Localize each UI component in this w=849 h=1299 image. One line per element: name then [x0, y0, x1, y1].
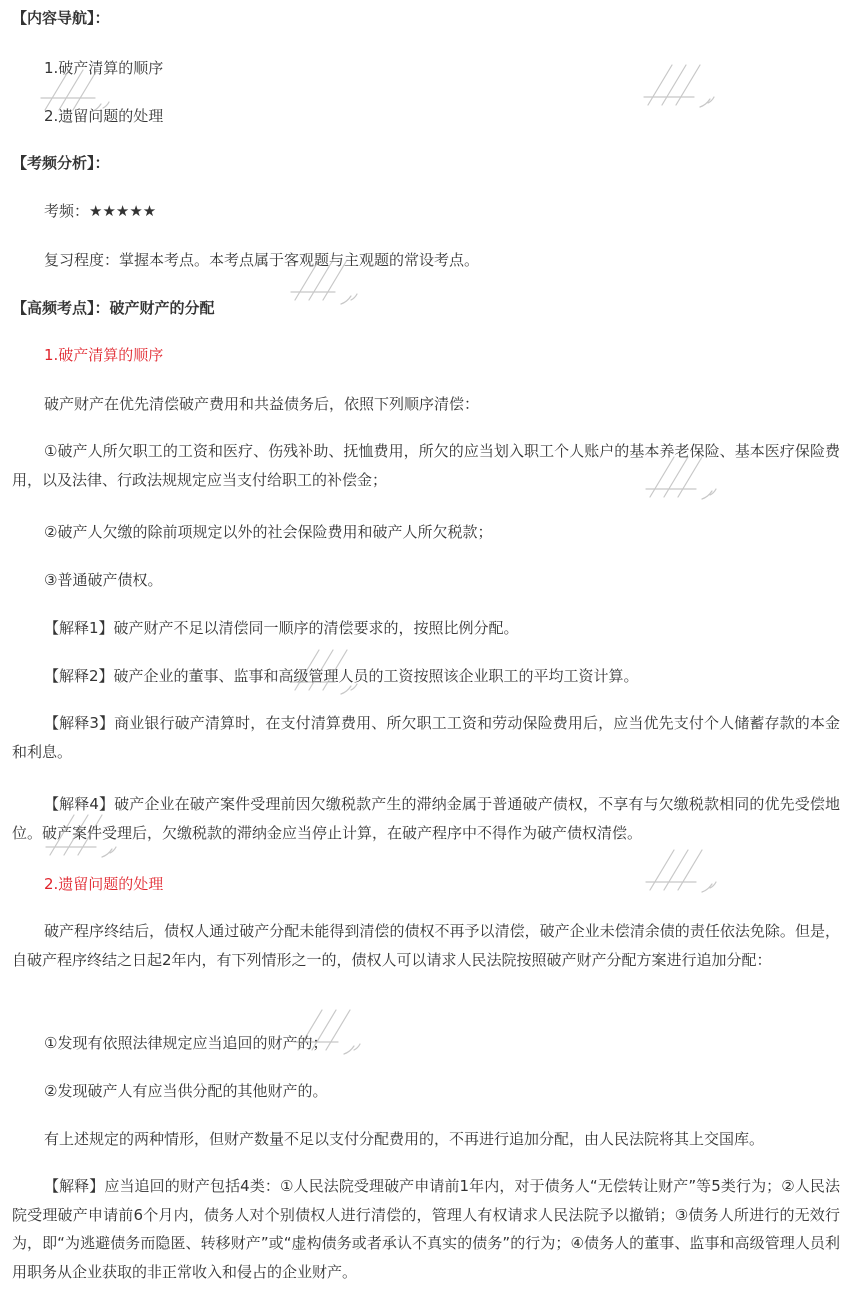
- watermark-logo-icon: [40, 805, 120, 865]
- section1-intro: 破产财产在优先清偿破产费用和共益债务后，依照下列顺序清偿：: [44, 395, 480, 413]
- section2-item-1: ①发现有依照法律规定应当追回的财产的；: [44, 1034, 328, 1052]
- section2-explain: 【解释】应当追回的财产包括4类：①人民法院受理破产申请前1年内，对于债务人“无偿转让财产”等5类行为；②人民法院受理破产申请前6个月内，债务人对个别债权人进行清偿的，管理人有权请求人民法院予以撤销；③债务人所进行的无效行为，即“为逃避债务而隐匿、转移财产”或“虚构债务或者承认不真实的债务”的行为；④债务人的董事、监事和高级管理人员利用职务从企业获取的非正常收入和侵占的企业财产。: [12, 1177, 840, 1281]
- watermark-logo-icon: [288, 1000, 368, 1060]
- note-1: 【解释1】破产财产不足以清偿同一顺序的清偿要求的，按照比例分配。: [44, 619, 519, 637]
- watermark-logo-icon: [638, 55, 718, 115]
- nav-heading: 【内容导航】：: [12, 9, 110, 27]
- nav-item-sequence: 1.破产清算的顺序: [44, 59, 164, 77]
- note-2: 【解释2】破产企业的董事、监事和高级管理人员的工资按照该企业职工的平均工资计算。: [44, 667, 639, 685]
- frequency-row: [44, 199, 156, 223]
- review-text: 复习程度：掌握本考点。本考点属于客观题与主观题的常设考点。: [44, 251, 480, 269]
- nav-item-remaining: 2.遗留问题的处理: [44, 107, 164, 125]
- watermark-logo-icon: [35, 60, 115, 120]
- note-3: 【解释3】商业银行破产清算时，在支付清算费用、所欠职工工资和劳动保险费用后，应当优先支付个人储蓄存款的本金和利息。: [12, 714, 840, 761]
- section1-item-3: ③普通破产债权。: [44, 571, 163, 589]
- section2-title: 2.遗留问题的处理: [44, 875, 164, 893]
- section1-item-2: ②破产人欠缴的除前项规定以外的社会保险费用和破产人所欠税款；: [44, 523, 493, 541]
- hot-topic-heading: 【高频考点】：破产财产的分配: [12, 299, 215, 317]
- section2-item-2: ②发现破产人有应当供分配的其他财产的。: [44, 1082, 328, 1100]
- watermark-logo-icon: [640, 447, 720, 507]
- note-4: 【解释4】破产企业在破产案件受理前因欠缴税款产生的滞纳金属于普通破产债权，不享有与欠缴税款相同的优先受偿地位。破产案件受理后，欠缴税款的滞纳金应当停止计算，在破产程序中不得作为破产债权清偿。: [12, 795, 840, 842]
- frequency-label: 考频：: [44, 202, 90, 220]
- watermark-logo-icon: [640, 840, 720, 900]
- analysis-heading: 【考频分析】：: [12, 154, 110, 172]
- section2-note: 有上述规定的两种情形，但财产数量不足以支付分配费用的，不再进行追加分配，由人民法院将其上交国库。: [44, 1130, 765, 1148]
- section1-item-1: ①破产人所欠职工的工资和医疗、伤残补助、抚恤费用，所欠的应当划入职工个人账户的基本养老保险、基本医疗保险费用，以及法律、行政法规规定应当支付给职工的补偿金；: [12, 442, 840, 489]
- section1-title: 1.破产清算的顺序: [44, 346, 164, 364]
- section2-intro: 破产程序终结后，债权人通过破产分配未能得到清偿的债权不再予以清偿，破产企业未偿清余债的责任依法免除。但是，自破产程序终结之日起2年内，有下列情形之一的，债权人可以请求人民法院按照破产财产分配方案进行追加分配：: [12, 922, 840, 969]
- watermark-logo-icon: [285, 250, 365, 310]
- frequency-stars: ★★★★★: [89, 202, 157, 220]
- watermark-logo-icon: [285, 640, 365, 700]
